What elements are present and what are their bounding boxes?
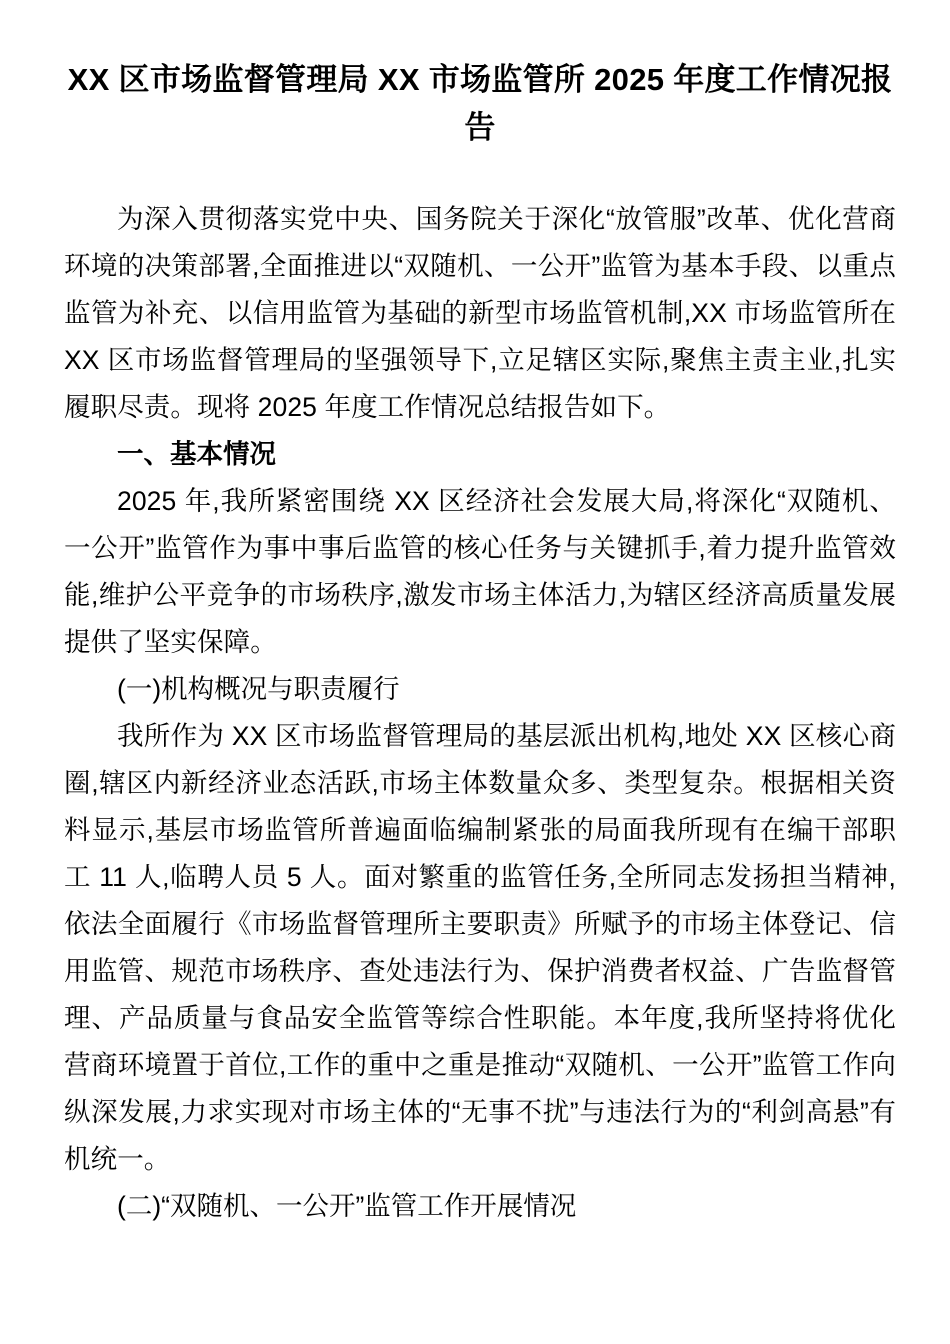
- paragraph-basic-situation: 2025 年,我所紧密围绕 XX 区经济社会发展大局,将深化“双随机、一公开”监管作为事中事后监管的核心任务与关键抓手,着力提升监管效能,维护公平竞争的市场秩序,激发市场主体活力,为辖区经济高质量发展提供了坚实保障。: [64, 486, 896, 657]
- heading-org-overview: (一)机构概况与职责履行: [117, 674, 400, 704]
- heading-double-random-work: (二)“双随机、一公开”监管工作开展情况: [117, 1191, 577, 1221]
- document-content: [64, 152, 896, 1230]
- paragraph-preamble: 为深入贯彻落实党中央、国务院关于深化“放管服”改革、优化营商环境的决策部署,全面推进以“双随机、一公开”监管为基本手段、以重点监管为补充、以信用监管为基础的新型市场监管机制,XX 市场监管所在 XX 区市场监督管理局的坚强领导下,立足辖区实际,聚焦主责主业,扎实履职尽责。现将 2025 年度工作情况总结报告如下。: [64, 204, 896, 422]
- paragraph-org-overview: 我所作为 XX 区市场监督管理局的基层派出机构,地处 XX 区核心商圈,辖区内新经济业态活跃,市场主体数量众多、类型复杂。根据相关资料显示,基层市场监管所普遍面临编制紧张的局面我所现有在编干部职工 11 人,临聘人员 5 人。面对繁重的监管任务,全所同志发扬担当精神,依法全面履行《市场监督管理所主要职责》所赋予的市场主体登记、信用监管、规范市场秩序、查处违法行为、保护消费者权益、广告监督管理、产品质量与食品安全监管等综合性职能。本年度,我所坚持将优化营商环境置于首位,工作的重中之重是推动“双随机、一公开”监管工作向纵深发展,力求实现对市场主体的“无事不扰”与违法行为的“利剑高悬”有机统一。: [64, 721, 896, 1174]
- heading-basic-situation: 一、基本情况: [117, 439, 276, 469]
- page-text-column: [64, 0, 896, 1230]
- page-title: XX 区市场监督管理局 XX 市场监管所 2025 年度工作情况报告: [67, 62, 893, 145]
